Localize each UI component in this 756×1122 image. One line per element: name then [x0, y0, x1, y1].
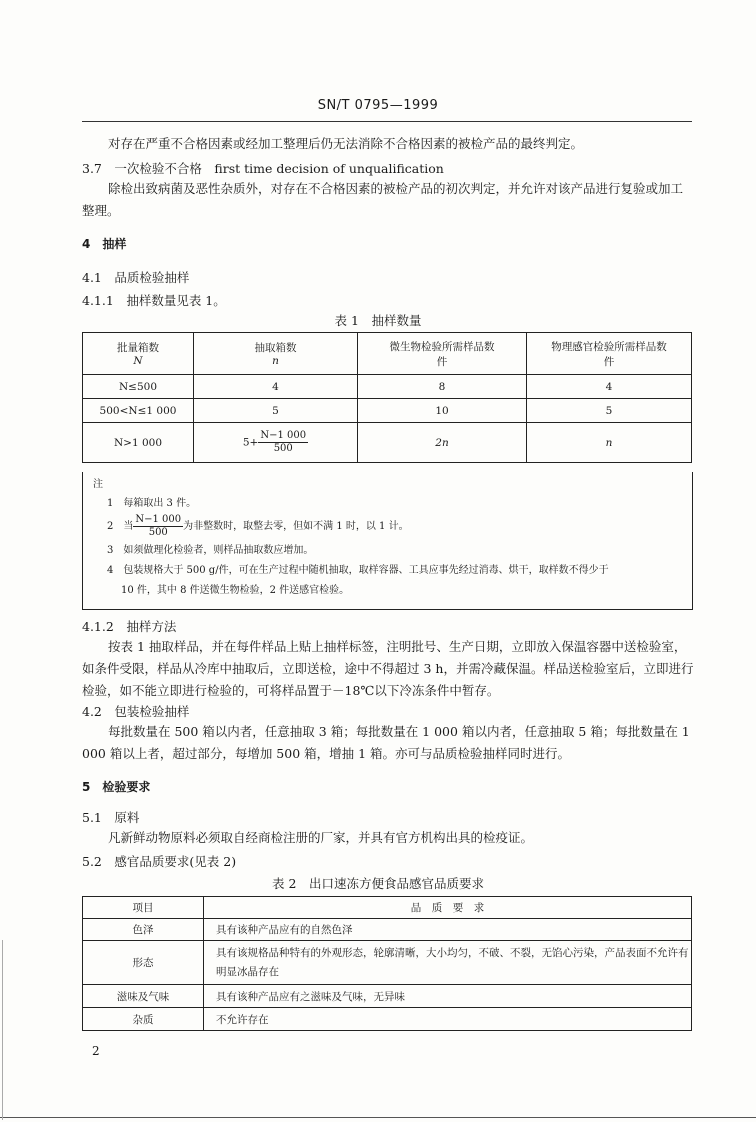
note-item: 1 每箱取出 3 件。 [107, 498, 197, 509]
header-symbol: n [272, 355, 279, 367]
note-item [107, 514, 409, 539]
section-title: 品质检验抽样 [114, 270, 190, 285]
note-text: 2 当 [107, 521, 134, 532]
table-cell: 4 [194, 375, 358, 399]
table-row [83, 985, 692, 1008]
section-4-1-heading [82, 268, 189, 286]
table-row [83, 919, 692, 941]
scan-bottom-edge [0, 1117, 756, 1118]
note-item: 3 如须做理化检验者，则样品抽取数应增加。 [107, 545, 314, 556]
section-3-7-heading [82, 159, 444, 177]
paragraph-sampling-method: 按表 1 抽取样品，并在每件样品上贴上抽样标签，注明批号、生产日期，立即放入保温容器中送检验室，如条件受限，样品从冷库中抽取后，立即送检，途中不得超过 3 h，并需冷藏保温。样品送检验室后，立即进行检验，如不能立即进行检验的，可将样品置于－18℃以下冷冻条件中暂存。 [82, 639, 694, 698]
table-cell: 4 [527, 375, 692, 399]
note-item: 4 包装规格大于 500 g/件，可在生产过程中随机抽取，取样容器、工具应事先经过消毒、烘干，取样数不得少于 [107, 565, 609, 576]
section-number: 4.2 [82, 704, 102, 719]
section-number: 4.1 [82, 270, 102, 285]
table-row [83, 375, 692, 399]
section-number: 5.2 [82, 854, 102, 869]
table-cell: 不允许存在 [204, 1008, 692, 1031]
table-row [83, 1008, 692, 1031]
section-4-2-heading [82, 702, 189, 720]
header-divider [82, 121, 692, 122]
scan-left-edge [2, 940, 3, 1120]
paragraph-raw-material: 凡新鲜动物原料必须取自经商检注册的厂家，并具有官方机构出具的检疫证。 [108, 830, 534, 845]
fraction-denominator: 500 [273, 443, 293, 454]
table-cell: 具有该种产品应有之滋味及气味，无异味 [204, 985, 692, 1008]
paragraph-packaging-sampling: 每批数量在 500 箱以内者，任意抽取 3 箱；每批数量在 1 000 箱以内者，任意抽取 5 箱；每批数量在 1 000 箱以上者，超过部分，每增加 500 箱，增抽 1 箱。亦可与品质检验抽样同时进行。 [82, 724, 690, 761]
table-header-row [83, 897, 692, 919]
section-number: 3.7 [82, 161, 102, 176]
header-cell [358, 333, 527, 375]
table-cell: 色泽 [83, 919, 204, 941]
table-cell: 具有该规格品种特有的外观形态，轮廓清晰，大小均匀，不破、不裂，无馅心污染，产品表面不允许有明显冰晶存在 [204, 941, 692, 985]
paragraph-first-decision: 除检出致病菌及恶性杂质外，对存在不合格因素的被检产品的初次判定，并允许对该产品进行复验或加工整理。 [82, 181, 684, 218]
section-title: 抽样 [102, 237, 127, 251]
section-4-1-2-heading [82, 617, 176, 635]
table-cell: 500<N≤1 000 [83, 399, 194, 423]
sensory-quality-table [82, 896, 692, 1031]
table-2-caption: 表 2 出口速冻方便食品感官品质要求 [272, 876, 484, 891]
section-5-2-heading [82, 852, 236, 870]
section-title: 检验要求 [102, 780, 151, 794]
section-5-heading [82, 778, 150, 795]
header-label: 批量箱数 [117, 342, 159, 354]
section-title: 一次检验不合格 first time decision of unqualification [114, 161, 444, 176]
section-number: 5 [82, 780, 91, 794]
section-5-1-heading [82, 808, 139, 826]
table-row [83, 423, 692, 463]
table-1-caption: 表 1 抽样数量 [334, 313, 422, 328]
note-text: 为非整数时，取整去零，但如不满 1 时，以 1 计。 [183, 521, 409, 532]
document-code-header: SN/T 0795—1999 [317, 98, 439, 113]
section-number: 4.1.1 [82, 293, 114, 308]
table-cell: 2n [358, 423, 527, 463]
header-cell [83, 333, 194, 375]
table-cell: N≤500 [83, 375, 194, 399]
header-cell: 项目 [83, 897, 204, 919]
header-unit: 件 [436, 355, 448, 368]
section-title: 抽样方法 [126, 619, 177, 634]
table-cell: 5 [527, 399, 692, 423]
sampling-quantity-table [82, 332, 692, 463]
table-1-notes [82, 472, 693, 610]
note-item-continued: 10 件，其中 8 件送微生物检验，2 件送感官检验。 [121, 585, 350, 596]
section-title: 原料 [114, 810, 140, 825]
section-4-1-1-heading [82, 291, 226, 309]
section-title: 包装检验抽样 [114, 704, 190, 719]
header-cell [527, 333, 692, 375]
header-label: 抽取箱数 [254, 342, 297, 354]
table-cell: 杂质 [83, 1008, 204, 1031]
table-cell: 8 [358, 375, 527, 399]
header-unit: 件 [603, 355, 615, 368]
table-cell: 5 [194, 399, 358, 423]
notes-title: 注 [93, 479, 103, 490]
fraction-denominator: 500 [148, 527, 168, 538]
fraction-numerator: N−1 000 [135, 514, 182, 525]
header-cell: 品 质 要 求 [204, 897, 692, 919]
section-title: 抽样数量见表 1。 [126, 293, 226, 308]
header-label: 物理感官检验所需样品数 [551, 340, 667, 353]
section-4-heading [82, 235, 126, 252]
table-row [83, 941, 692, 985]
header-cell [194, 333, 358, 375]
table-row [83, 399, 692, 423]
table-cell [194, 423, 358, 463]
header-label: 微生物检验所需样品数 [389, 340, 495, 353]
table-cell: 滋味及气味 [83, 985, 204, 1008]
section-number: 5.1 [82, 810, 102, 825]
section-number: 4.1.2 [82, 619, 114, 634]
section-title: 感官品质要求(见表 2) [114, 854, 237, 869]
header-symbol: N [133, 355, 143, 367]
table-cell: 形态 [83, 941, 204, 985]
table-cell: n [527, 423, 692, 463]
section-number: 4 [82, 237, 91, 251]
table-cell: N>1 000 [83, 423, 194, 463]
fraction [258, 430, 308, 455]
table-cell: 具有该种产品应有的自然色泽 [204, 919, 692, 941]
table-header-row [83, 333, 692, 375]
fraction-numerator: N−1 000 [260, 430, 307, 441]
paragraph-final-decision: 对存在严重不合格因素或经加工整理后仍无法消除不合格因素的被检产品的最终判定。 [108, 136, 584, 151]
formula-prefix: 5+ [242, 436, 259, 449]
page-number: 2 [92, 1044, 100, 1058]
table-cell: 10 [358, 399, 527, 423]
fraction [133, 514, 183, 539]
